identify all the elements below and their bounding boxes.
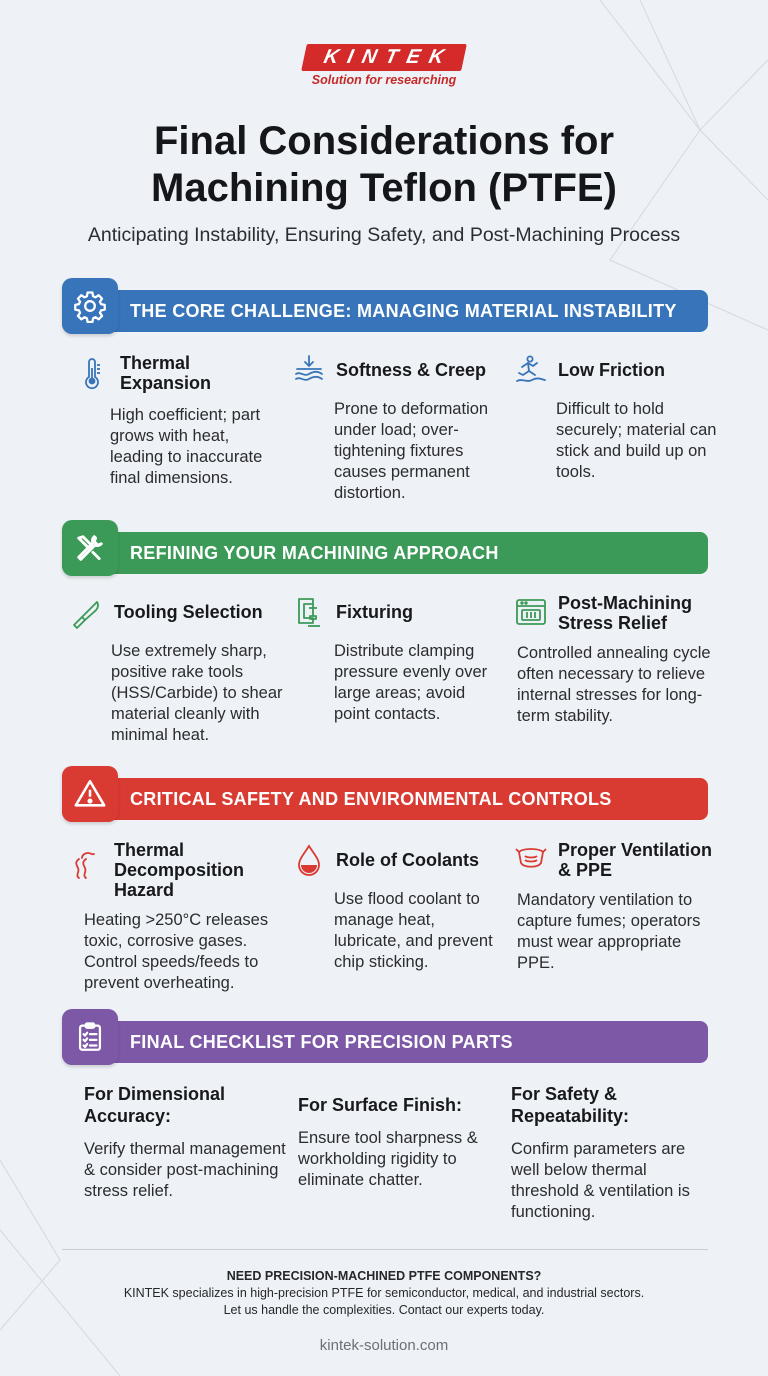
checklist-icon bbox=[62, 1009, 118, 1065]
item-description: Prone to deformation under load; over-tightening fixtures causes permanent distortion. bbox=[334, 400, 489, 502]
checklist-item-dimensional bbox=[84, 1083, 289, 1202]
section-heading: FINAL CHECKLIST FOR PRECISION PARTS bbox=[130, 1032, 513, 1052]
clamp-icon bbox=[292, 595, 326, 629]
item-title: Role of Coolants bbox=[336, 850, 479, 870]
cta-line-1: KINTEK specializes in high-precision PTFE for semiconductor, medical, and industrial sectors. bbox=[123, 1286, 645, 1300]
item-description: Controlled annealing cycle often necessary to relieve internal stresses for long-term stability. bbox=[517, 644, 711, 725]
website-link[interactable]: kintek-solution.com bbox=[319, 1337, 449, 1354]
item-description: Mandatory ventilation to capture fumes; operators must wear appropriate PPE. bbox=[517, 891, 701, 972]
warning-icon bbox=[62, 766, 118, 822]
item-fixturing bbox=[296, 595, 496, 725]
logo-wordmark: KINTEK bbox=[301, 44, 467, 71]
checklist-item-safety bbox=[511, 1083, 711, 1223]
item-description: Distribute clamping pressure evenly over large areas; avoid point contacts. bbox=[334, 642, 488, 723]
item-thermal-expansion bbox=[80, 353, 280, 489]
page-title bbox=[0, 118, 768, 212]
checklist-description: Ensure tool sharpness & workholding rigidity to eliminate chatter. bbox=[298, 1129, 478, 1189]
footer-divider bbox=[62, 1249, 708, 1250]
item-title: Thermal Expansion bbox=[120, 353, 212, 393]
section-banner-safety bbox=[62, 778, 708, 820]
page-subtitle: Anticipating Instability, Ensuring Safety, and Post-Machining Process bbox=[87, 224, 681, 246]
checklist-title: For Surface Finish: bbox=[298, 1095, 463, 1115]
page-title-line-1: Final Considerations for bbox=[153, 119, 615, 163]
item-description: Use extremely sharp, positive rake tools (HSS/Carbide) to shear material cleanly with minimal heat. bbox=[111, 642, 283, 744]
cta-line-2: Let us handle the complexities. Contact our experts today. bbox=[223, 1303, 545, 1317]
blade-icon bbox=[70, 595, 104, 629]
droplet-icon bbox=[292, 843, 326, 877]
checklist-title: For Dimensional Accuracy: bbox=[84, 1084, 226, 1126]
page-title-line-2: Machining Teflon (PTFE) bbox=[151, 166, 617, 210]
item-title: Post-Machining Stress Relief bbox=[558, 593, 692, 633]
item-description: Use flood coolant to manage heat, lubricate, and prevent chip sticking. bbox=[334, 890, 493, 971]
checklist-item-surface bbox=[298, 1094, 488, 1191]
section-heading: CRITICAL SAFETY AND ENVIRONMENTAL CONTROLS bbox=[130, 789, 612, 809]
oven-icon bbox=[514, 595, 548, 629]
item-low-friction bbox=[518, 353, 718, 483]
item-role-of-coolants bbox=[296, 843, 496, 973]
gear-icon bbox=[62, 278, 118, 334]
compression-icon bbox=[292, 353, 326, 387]
respirator-icon bbox=[514, 840, 548, 874]
item-description: Difficult to hold securely; material can stick and build up on tools. bbox=[556, 400, 717, 481]
item-title: Tooling Selection bbox=[114, 602, 263, 622]
item-title: Proper Ventilation & PPE bbox=[558, 840, 713, 880]
item-description: Heating >250°C releases toxic, corrosive gases. Control speeds/feeds to prevent overheating. bbox=[84, 911, 269, 992]
item-title: Fixturing bbox=[336, 602, 413, 622]
cta-heading: NEED PRECISION-MACHINED PTFE COMPONENTS? bbox=[226, 1269, 542, 1283]
brand-logo bbox=[0, 44, 768, 87]
checklist-title: For Safety & Repeatability: bbox=[511, 1084, 630, 1126]
item-ventilation-ppe bbox=[518, 840, 714, 974]
fumes-icon bbox=[70, 848, 104, 882]
slip-icon bbox=[514, 353, 548, 387]
item-title: Thermal Decomposition Hazard bbox=[114, 840, 245, 900]
thermometer-icon bbox=[76, 356, 110, 390]
item-title: Low Friction bbox=[558, 360, 665, 380]
section-banner-machining-approach bbox=[62, 532, 708, 574]
tools-icon bbox=[62, 520, 118, 576]
logo-tagline: Solution for researching bbox=[311, 73, 457, 87]
item-stress-relief bbox=[518, 595, 714, 727]
item-tooling-selection bbox=[74, 595, 286, 746]
item-description: High coefficient; part grows with heat, leading to inaccurate final dimensions. bbox=[110, 406, 263, 487]
checklist-description: Confirm parameters are well below thermal threshold & ventilation is functioning. bbox=[511, 1140, 690, 1221]
section-banner-checklist bbox=[62, 1021, 708, 1063]
checklist-description: Verify thermal management & consider post-machining stress relief. bbox=[84, 1140, 286, 1200]
section-banner-core-challenge bbox=[62, 290, 708, 332]
section-heading: THE CORE CHALLENGE: MANAGING MATERIAL INSTABILITY bbox=[130, 301, 677, 321]
item-title: Softness & Creep bbox=[336, 360, 487, 380]
item-thermal-decomposition bbox=[74, 840, 284, 994]
item-softness-creep bbox=[296, 353, 496, 504]
section-heading: REFINING YOUR MACHINING APPROACH bbox=[130, 543, 499, 563]
